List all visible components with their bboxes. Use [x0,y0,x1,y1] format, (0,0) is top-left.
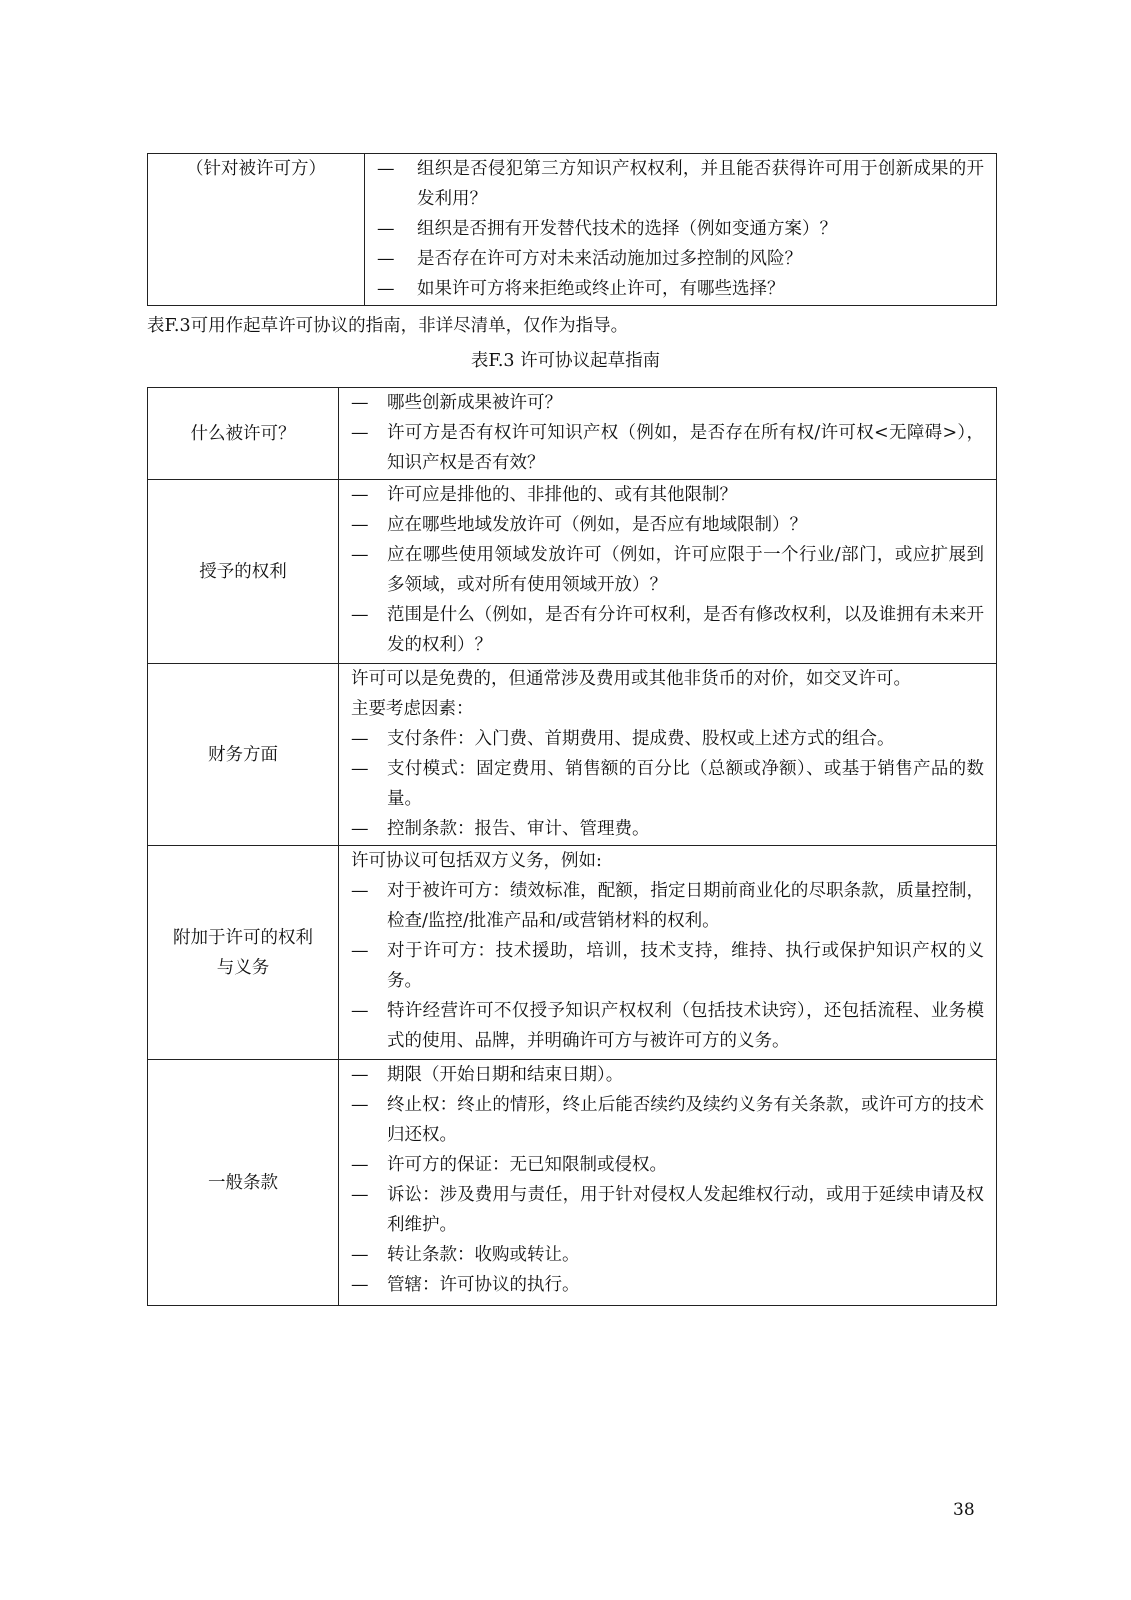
list-item: — 范围是什么（例如，是否有分许可权利，是否有修改权利，以及谁拥有未来开发的权利）？ [351,600,984,660]
table-row [148,664,997,846]
list-item: — 对于被许可方：绩效标准，配额，指定日期前商业化的尽职条款，质量控制，检查/监控/批准产品和/或营销材料的权利。 [351,876,984,936]
list-item: — 期限（开始日期和结束日期）。 [351,1060,984,1090]
row-category-line: 与义务 [216,957,270,978]
dash-icon: — [351,1065,369,1085]
list-item: — 诉讼：涉及费用与责任，用于针对侵权人发起维权行动，或用于延续申请及权利维护。 [351,1180,984,1240]
list-item: — 管辖：许可协议的执行。 [351,1270,984,1300]
dash-icon: — [351,545,369,565]
list-item: — 哪些创新成果被许可？ [351,388,984,418]
table-continued [147,153,997,306]
dash-icon: — [351,605,369,625]
row-content [339,1060,997,1306]
list-item: — 支付模式：固定费用、销售额的百分比（总额或净额）、或基于销售产品的数量。 [351,754,984,814]
page-number: 38 [953,1500,975,1520]
table-row [148,846,997,1060]
table-row [148,388,997,480]
dash-icon: — [351,1245,369,1265]
dash-icon: — [351,729,369,749]
table-row [148,1060,997,1306]
list-item: — 许可应是排他的、非排他的、或有其他限制？ [351,480,984,510]
dash-icon: — [351,515,369,535]
list-item: — 特许经营许可不仅授予知识产权权利（包括技术诀窍），还包括流程、业务模式的使用、品牌，并明确许可方与被许可方的义务。 [351,996,984,1056]
table-note: 表F.3可用作起草许可协议的指南，非详尽清单，仅作为指导。 [147,316,629,336]
dash-icon: — [351,393,369,413]
list-item: — 组织是否拥有开发替代技术的选择（例如变通方案）？ [377,214,984,244]
list-item: — 许可方的保证：无已知限制或侵权。 [351,1150,984,1180]
list-item: — 控制条款：报告、审计、管理费。 [351,814,984,844]
row-category-line: 附加于许可的权利 [173,927,313,948]
dash-icon: — [351,881,369,901]
list-item: — 支付条件：入门费、首期费用、提成费、股权或上述方式的组合。 [351,724,984,754]
row-content [339,388,997,480]
dash-icon: — [351,1185,369,1205]
table-caption: 表F.3 许可协议起草指南 [470,351,661,371]
list-item: — 是否存在许可方对未来活动施加过多控制的风险？ [377,244,984,274]
list-item: — 转让条款：收购或转让。 [351,1240,984,1270]
list-item: — 如果许可方将来拒绝或终止许可，有哪些选择？ [377,274,984,304]
row-intro-2: 主要考虑因素： [351,699,474,719]
dash-icon: — [377,219,395,239]
row-content [365,154,997,306]
table-row [148,154,997,306]
dash-icon: — [351,941,369,961]
list-item: — 应在哪些使用领域发放许可（例如，许可应限于一个行业/部门，或应扩展到多领域，或对所有使用领域开放）？ [351,540,984,600]
row-category: （针对被许可方） [148,154,365,306]
dash-icon: — [351,759,369,779]
dash-icon: — [377,279,395,299]
row-category: 一般条款 [148,1060,339,1306]
dash-icon: — [351,1095,369,1115]
dash-icon: — [351,1001,369,1021]
license-guide-table [147,387,997,1306]
row-intro: 许可可以是免费的，但通常涉及费用或其他非货币的对价，如交叉许可。 [351,669,911,689]
row-content [339,480,997,664]
row-content [339,664,997,846]
list-item: — 终止权：终止的情形，终止后能否续约及续约义务有关条款，或许可方的技术归还权。 [351,1090,984,1150]
list-item: — 组织是否侵犯第三方知识产权权利，并且能否获得许可用于创新成果的开发利用？ [377,154,984,214]
row-category: 授予的权利 [148,480,339,664]
row-intro: 许可协议可包括双方义务，例如: [351,851,602,871]
dash-icon: — [351,819,369,839]
dash-icon: — [351,1155,369,1175]
list-item: — 许可方是否有权许可知识产权（例如，是否存在所有权/许可权<无障碍>），知识产权是否有效？ [351,418,984,478]
row-category: 财务方面 [148,664,339,846]
dash-icon: — [377,249,395,269]
table-row [148,480,997,664]
dash-icon: — [351,423,369,443]
dash-icon: — [351,1275,369,1295]
list-item: — 对于许可方：技术援助，培训，技术支持，维持、执行或保护知识产权的义务。 [351,936,984,996]
dash-icon: — [377,159,395,179]
row-category: 什么被许可？ [148,388,339,480]
dash-icon: — [351,485,369,505]
row-content [339,846,997,1060]
list-item: — 应在哪些地域发放许可（例如，是否应有地域限制）？ [351,510,984,540]
row-category [148,846,339,1060]
